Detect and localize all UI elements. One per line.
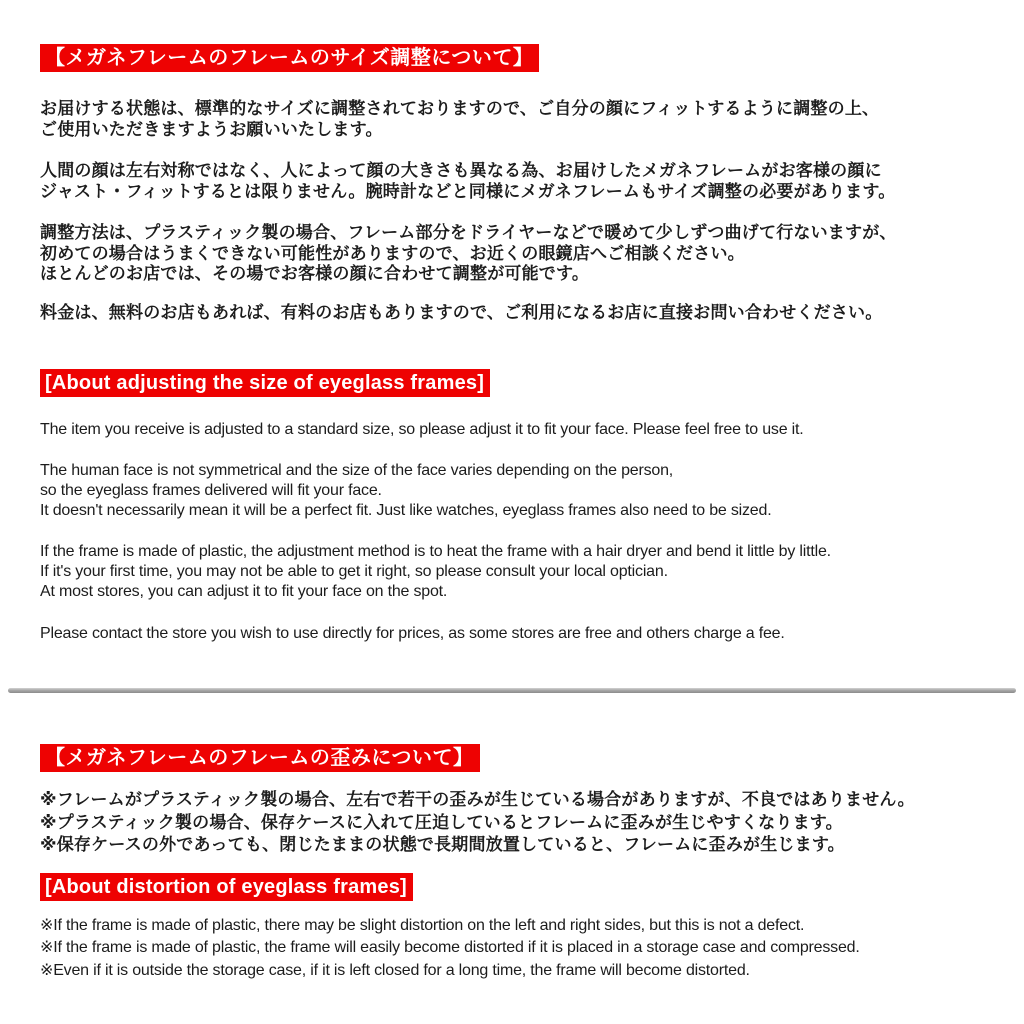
size-jp-paragraph-2 — [40, 161, 994, 202]
note-line: ※プラスティック製の場合、保存ケースに入れて圧迫しているとフレームに歪みが生じやすくなります。 — [40, 812, 843, 832]
text-line: If the frame is made of plastic, the adjustment method is to heat the frame with a hair dryer and bend it little by little. — [40, 543, 831, 560]
note-line: ※If the frame is made of plastic, the frame will easily become distorted if it is placed in a storage case and compressed. — [40, 939, 860, 956]
text-line: 料金は、無料のお店もあれば、有料のお店もありますので、ご利用になるお店に直接お問い合わせください。 — [40, 302, 883, 322]
text-line: ほとんどのお店では、その場でお客様の顔に合わせて調整が可能です。 — [40, 264, 590, 283]
size-en-paragraph-3 — [40, 542, 994, 602]
text-line: 調整方法は、プラスティック製の場合、フレーム部分をドライヤーなどで暖めて少しずつ曲げて行ないますが、 — [40, 223, 897, 242]
size-jp-paragraph-4 — [40, 303, 994, 324]
size-adjustment-title-en: [About adjusting the size of eyeglass frames] — [40, 369, 490, 397]
text-line: 初めての場合はうまくできない可能性がありますので、お近くの眼鏡店へご相談ください。 — [40, 243, 745, 263]
size-jp-paragraph-3 — [40, 223, 994, 285]
text-line: so the eyeglass frames delivered will fit your face. — [40, 482, 382, 499]
text-line: ご使用いただきますようお願いいたします。 — [40, 119, 383, 139]
note-line: ※If the frame is made of plastic, there may be slight distortion on the left and right sides, but this is not a defect. — [40, 916, 805, 934]
size-jp-paragraph-1 — [40, 99, 994, 140]
text-line: The item you receive is adjusted to a standard size, so please adjust it to fit your face. Please feel free to use it. — [40, 421, 804, 438]
text-line: If it's your first time, you may not be able to get it right, so please consult your local optician. — [40, 563, 668, 580]
text-line: Please contact the store you wish to use directly for prices, as some stores are free and others charge a fee. — [40, 625, 785, 642]
text-line: The human face is not symmetrical and the size of the face varies depending on the person, — [40, 462, 674, 479]
section-divider — [8, 688, 1016, 693]
distortion-page — [0, 744, 1024, 982]
distortion-en-notes — [40, 915, 994, 983]
text-line: 人間の顔は左右対称ではなく、人によって顔の大きさも異なる為、お届けしたメガネフレームがお客様の顔に — [40, 161, 882, 180]
note-line: ※フレームがプラスティック製の場合、左右で若干の歪みが生じている場合がありますが、不良ではありません。 — [40, 790, 915, 809]
size-en-paragraph-4 — [40, 624, 994, 644]
distortion-title-jp: 【メガネフレームのフレームの歪みについて】 — [40, 744, 480, 772]
size-en-paragraph-1 — [40, 420, 994, 440]
size-adjustment-title-jp: 【メガネフレームのフレームのサイズ調整について】 — [40, 44, 539, 72]
notice-page — [0, 44, 1024, 644]
distortion-jp-notes — [40, 789, 994, 857]
text-line: It doesn't necessarily mean it will be a perfect fit. Just like watches, eyeglass frames also need to be sized. — [40, 502, 772, 519]
text-line: ジャスト・フィットするとは限りません。腕時計などと同様にメガネフレームもサイズ調整の必要があります。 — [40, 181, 896, 201]
size-en-paragraph-2 — [40, 461, 994, 521]
text-line: At most stores, you can adjust it to fit your face on the spot. — [40, 583, 448, 600]
note-line: ※保存ケースの外であっても、閉じたままの状態で長期間放置していると、フレームに歪みが生じます。 — [40, 835, 845, 854]
note-line: ※Even if it is outside the storage case, if it is left closed for a long time, the frame will become distorted. — [40, 961, 750, 979]
text-line: お届けする状態は、標準的なサイズに調整されておりますので、ご自分の顔にフィットするように調整の上、 — [40, 99, 880, 118]
distortion-title-en: [About distortion of eyeglass frames] — [40, 873, 413, 901]
